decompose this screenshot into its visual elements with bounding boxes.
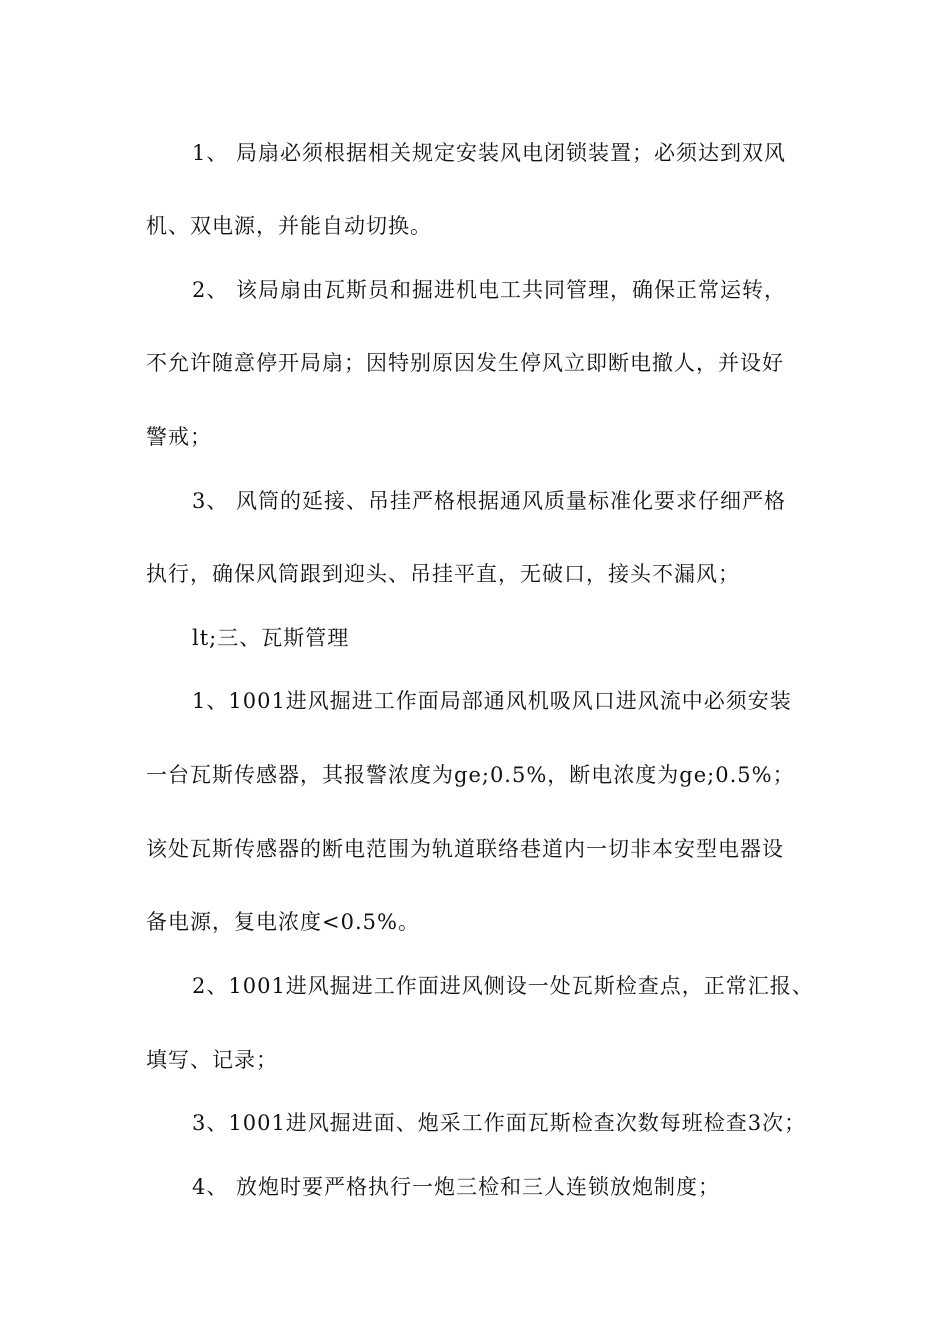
text-line: 填写、记录； (146, 1048, 278, 1072)
text-line: 执行，确保风筒跟到迎头、吊挂平直，无破口，接头不漏风； (146, 562, 740, 586)
text-line: 机、双电源，并能自动切换。 (146, 214, 432, 238)
text-line: 3、1001进风掘进面、炮采工作面瓦斯检查次数每班检查3次； (192, 1111, 807, 1135)
text-line: 4、 放炮时要严格执行一炮三检和三人连锁放炮制度； (192, 1175, 721, 1199)
text-line: 该处瓦斯传感器的断电范围为轨道联络巷道内一切非本安型电器设 (146, 837, 784, 861)
text-line: 2、1001进风掘进工作面进风侧设一处瓦斯检查点，正常汇报、 (192, 974, 814, 998)
text-line: 3、 风筒的延接、吊挂严格根据通风质量标准化要求仔细严格 (192, 489, 787, 513)
text-line: 1、 局扇必须根据相关规定安装风电闭锁装置；必须达到双风 (192, 141, 787, 165)
text-line: 2、 该局扇由瓦斯员和掘进机电工共同管理，确保正常运转， (192, 278, 787, 302)
text-line: 不允许随意停开局扇；因特别原因发生停风立即断电撤人，并设好 (146, 351, 784, 375)
text-line: 1、1001进风掘进工作面局部通风机吸风口进风流中必须安装 (192, 689, 792, 713)
text-line: 一台瓦斯传感器，其报警浓度为ge;0.5%，断电浓度为ge;0.5%； (146, 763, 795, 787)
text-line: 备电源，复电浓度<0.5%。 (146, 910, 420, 934)
section-heading: lt;三、瓦斯管理 (192, 626, 350, 650)
text-line: 警戒； (146, 425, 212, 449)
